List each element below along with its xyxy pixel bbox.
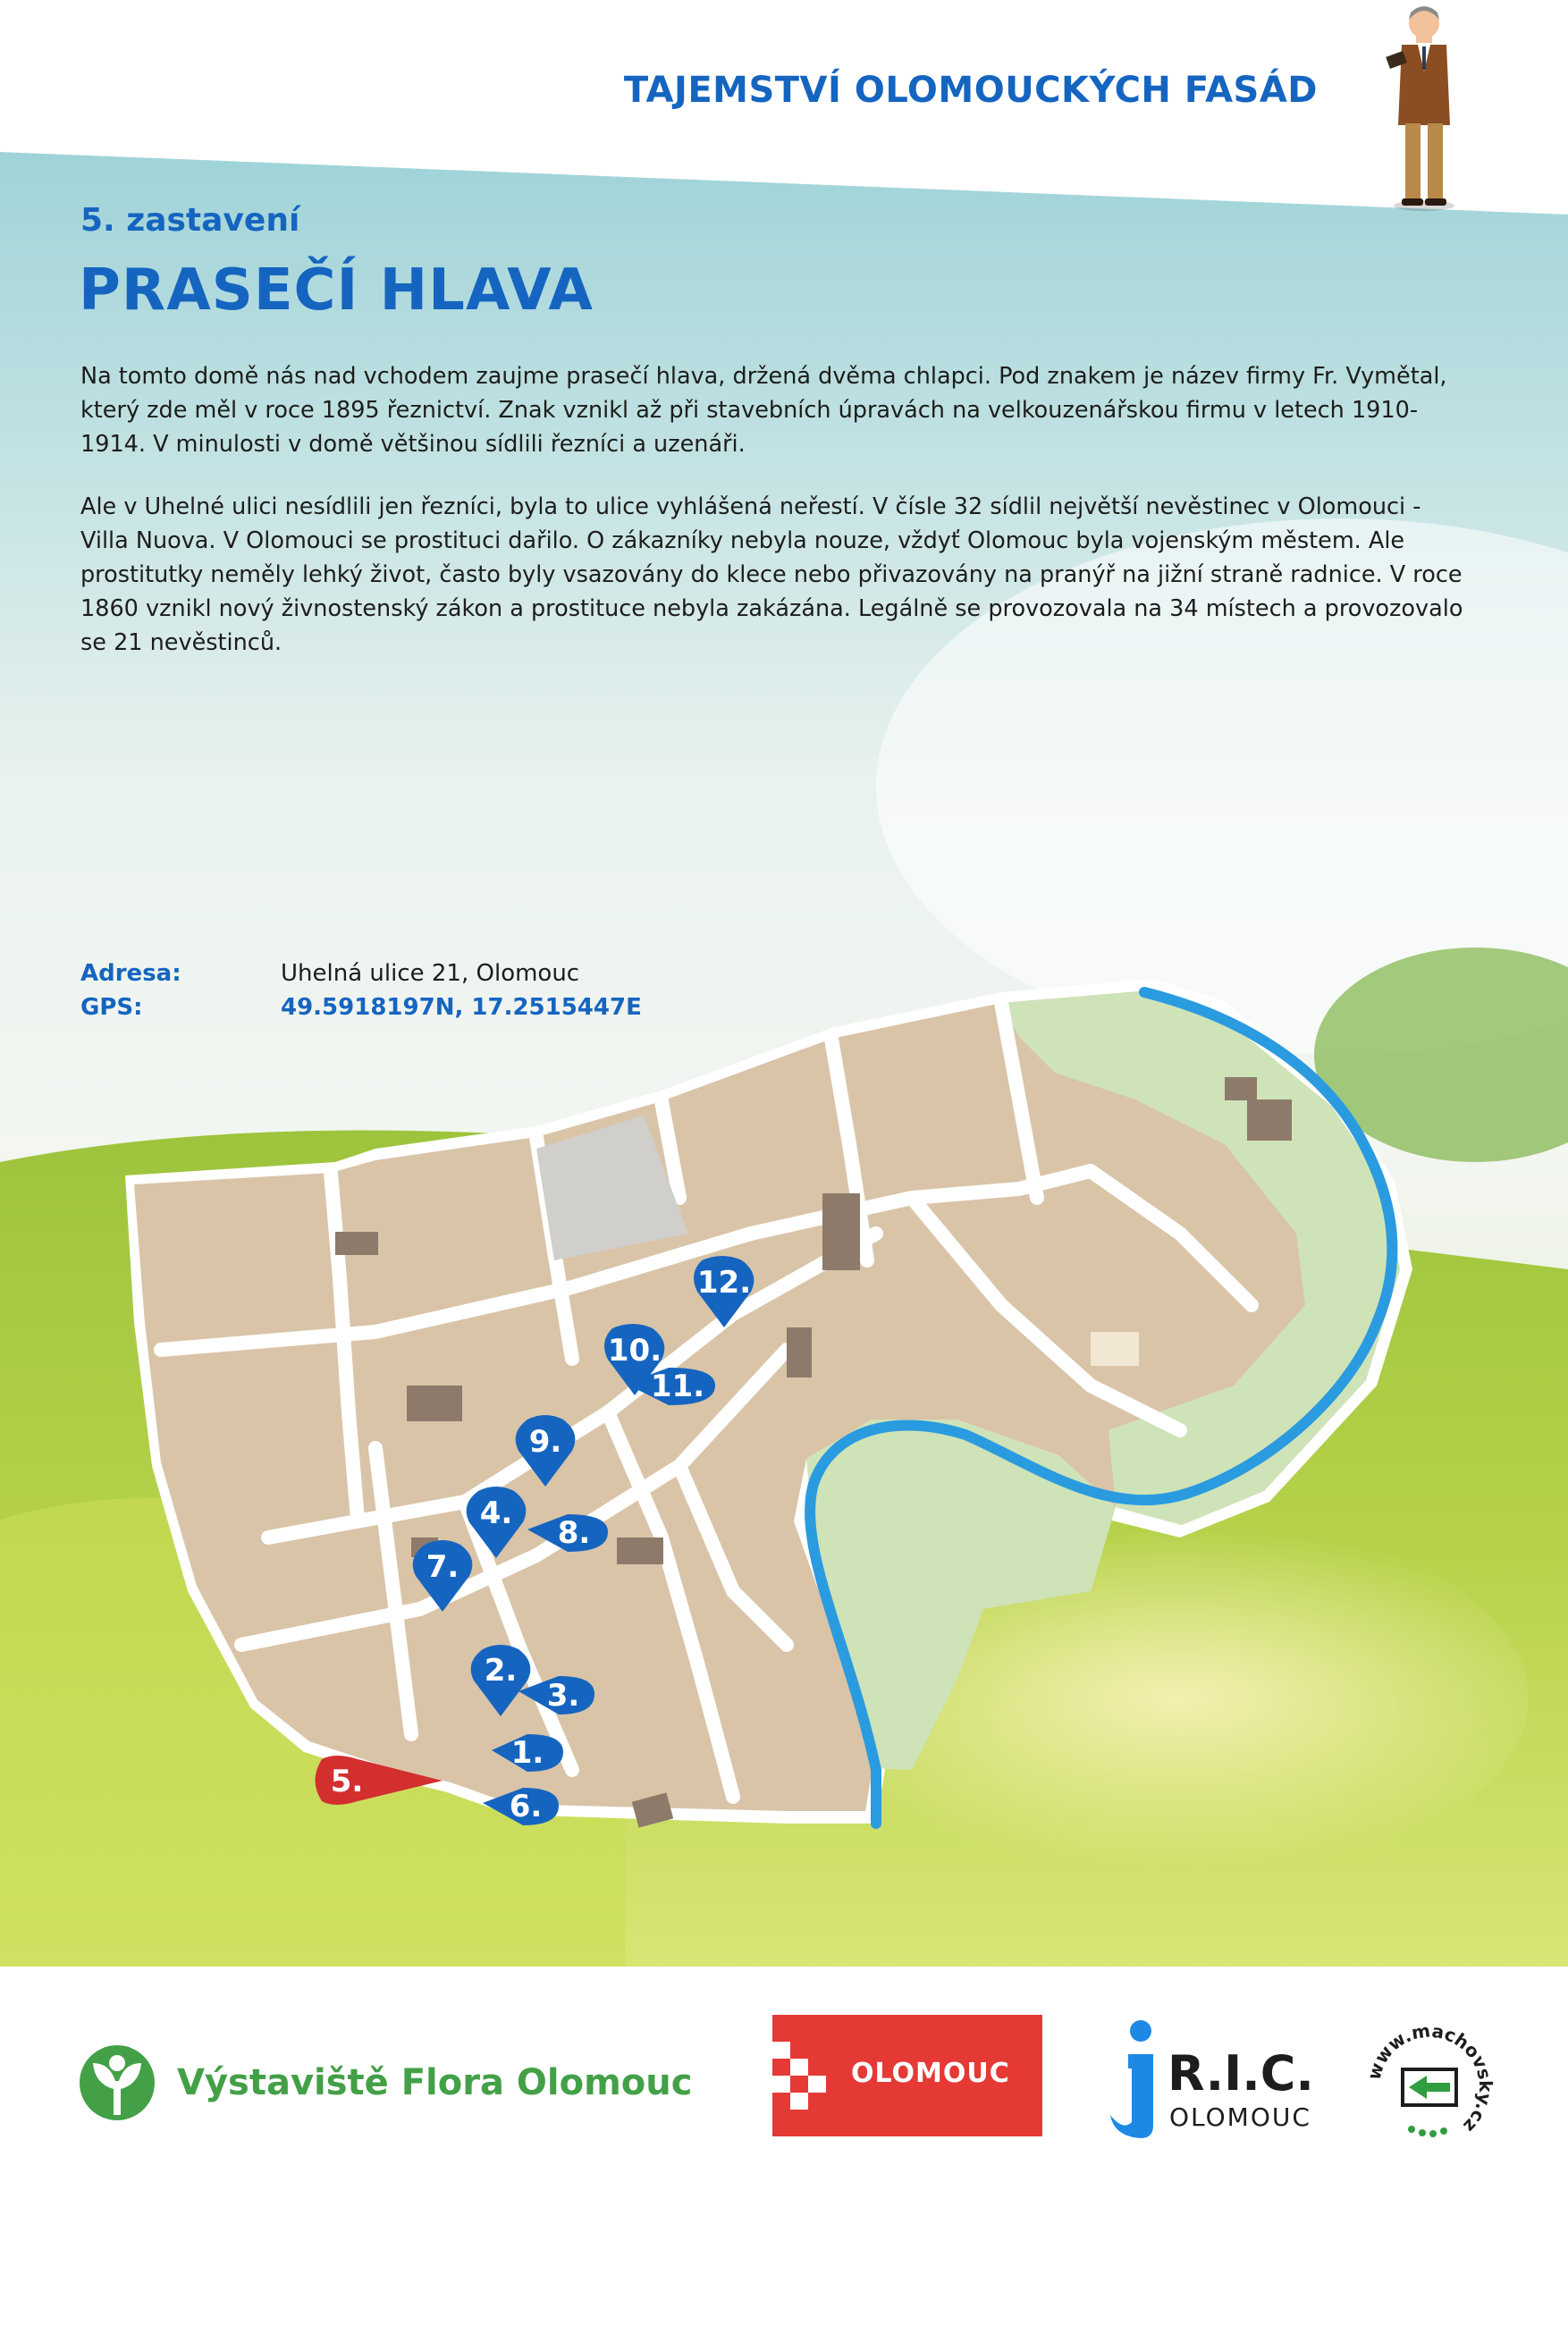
map-pin-2-label: 2. <box>484 1653 518 1689</box>
stop-title: PRASEČÍ HLAVA <box>79 257 594 324</box>
stop-number: 5. zastavení <box>80 202 300 239</box>
map-pin-11-label: 11. <box>650 1369 705 1404</box>
map-pin-8-label: 8. <box>557 1515 591 1551</box>
map-light-building <box>1091 1332 1139 1366</box>
map-pin-12-label: 12. <box>696 1265 752 1301</box>
map-pin-5-label: 5. <box>330 1764 364 1799</box>
map-pin-7-label: 7. <box>426 1549 459 1585</box>
map-pin-1-label: 1. <box>510 1735 544 1771</box>
olomouc-city-logo <box>772 2015 1042 2136</box>
info-i-icon <box>1105 2018 1168 2144</box>
ric-logo-title: R.I.C. <box>1168 2045 1314 2102</box>
address-value: Uhelná ulice 21, Olomouc <box>281 960 580 987</box>
flora-name: Výstaviště Flora Olomouc <box>177 2062 693 2103</box>
guide-figure-illustration <box>1375 0 1473 213</box>
flora-leaf-icon <box>77 2036 157 2129</box>
map-pin-6-label: 6. <box>509 1789 543 1824</box>
map-pin-4-label: 4. <box>479 1495 513 1531</box>
flora-logo <box>77 2036 692 2129</box>
machovsky-url: www.machovsky.cz <box>1362 2020 1496 2137</box>
machovsky-logo <box>1362 2020 1496 2154</box>
gps-value: 49.5918197N, 17.2515447E <box>281 994 642 1021</box>
olomouc-logo-text: OLOMOUC <box>851 2058 1010 2089</box>
map-pin-9-label: 9. <box>528 1424 562 1460</box>
checker-icon <box>772 2042 830 2110</box>
address-info <box>80 956 642 1024</box>
ric-logo-subtitle: OLOMOUC <box>1169 2102 1311 2132</box>
map-pin-10-label: 10. <box>607 1333 662 1369</box>
address-label: Adresa: <box>80 960 181 987</box>
gps-label: GPS: <box>80 994 143 1021</box>
body-paragraph-2: Ale v Uhelné ulici nesídlili jen řezníci, byla to ulice vyhlášená neřestí. V čísle 32 sídlil největší nevěstinec v Olomouci - Villa Nuova. V Olomouci se prostituci dařilo. O zákazníky nebyla nouze, vždyť Olomouc byla vojenským městem. Ale prostitutky neměly lehký život, často byly vsazovány do klece nebo přivazovány na pranýř na jižní straně radnice. V roce 1860 vznikl nový živnostenský zákon a prostituce nebyla zakázána. Legálně se provozovala na 34 místech a provozovalo se 21 nevěstinců. <box>80 493 1463 656</box>
ric-logo <box>1105 2018 1337 2144</box>
body-paragraph-1: Na tomto domě nás nad vchodem zaujme prasečí hlava, držená dvěma chlapci. Pod znakem je název firmy Fr. Vymětal, který zde měl v roce 1895 řeznictví. Znak vznikl až při stavebních úpravách na velkouzenářskou firmu v letech 1910-1914. V minulosti v domě většinou sídlili řezníci a uzenáři. <box>80 363 1447 458</box>
series-title: TAJEMSTVÍ OLOMOUCKÝCH FASÁD <box>623 70 1318 111</box>
map-pin-3-label: 3. <box>546 1678 580 1714</box>
